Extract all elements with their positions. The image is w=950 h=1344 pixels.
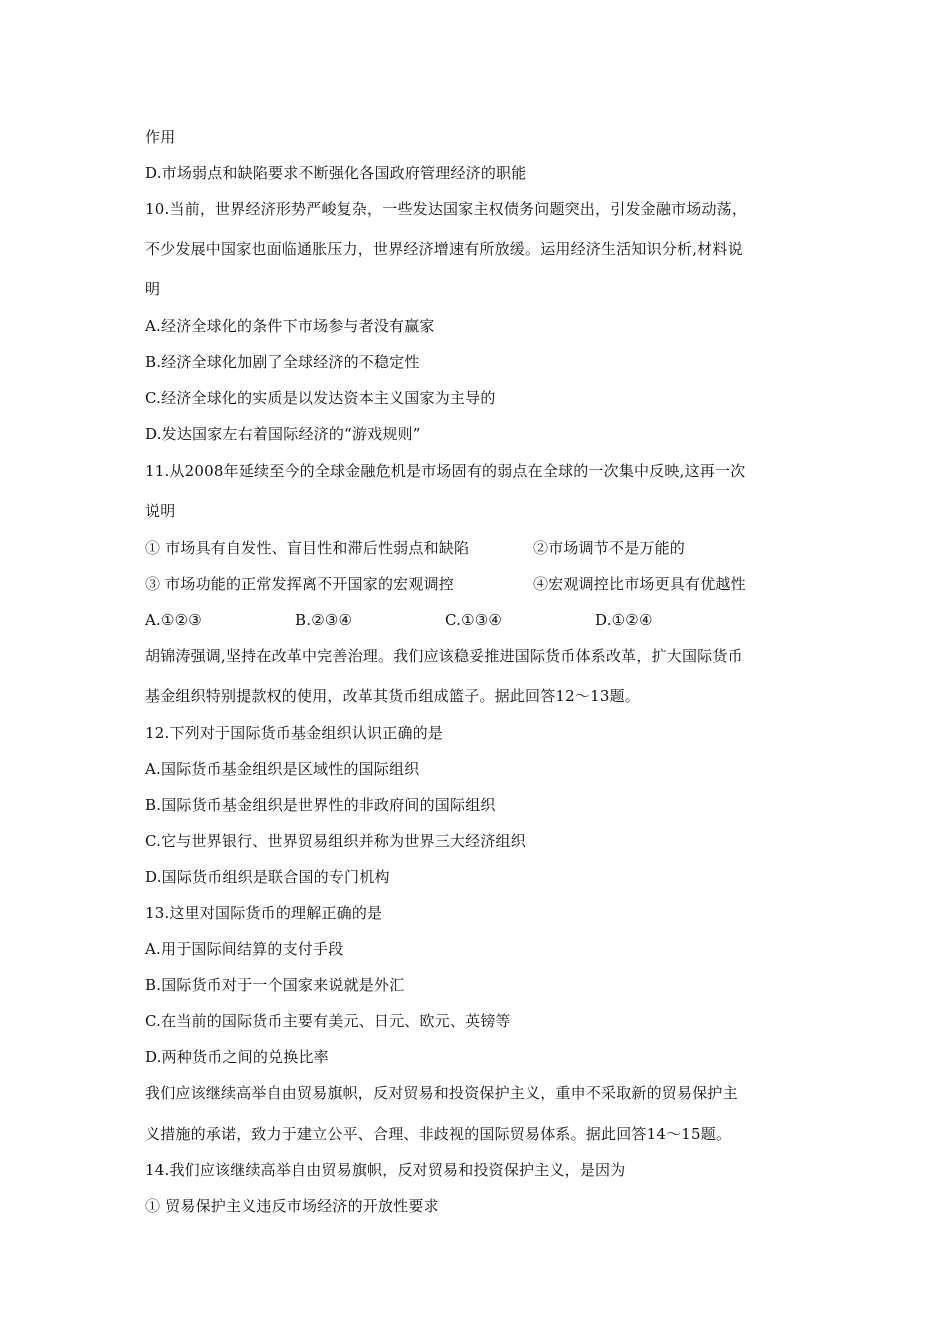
q10-stem-line-2: 不少发展中国家也面临通胀压力，世界经济增速有所放缓。运用经济生活知识分析,材料说	[145, 240, 743, 258]
q9-option-d: D.市场弱点和缺陷要求不断强化各国政府管理经济的职能	[145, 164, 527, 182]
q11-item-4: ④宏观调控比市场更具有优越性	[533, 575, 746, 593]
passage-14-15-line-1: 我们应该继续高举自由贸易旗帜，反对贸易和投资保护主义，重申不采取新的贸易保护主	[145, 1084, 738, 1102]
passage-14-15-line-2: 义措施的承诺，致力于建立公平、合理、非歧视的国际贸易体系。据此回答14～15题。	[145, 1125, 732, 1143]
q12-option-a: A.国际货币基金组织是区域性的国际组织	[145, 760, 420, 778]
q12-option-b: B.国际货币基金组织是世界性的非政府间的国际组织	[145, 796, 496, 814]
q10-option-b: B.经济全球化加剧了全球经济的不稳定性	[145, 353, 420, 371]
q11-item-3: ③ 市场功能的正常发挥离不开国家的宏观调控	[145, 575, 454, 593]
q11-item-1: ① 市场具有自发性、盲目性和滞后性弱点和缺陷	[145, 539, 470, 557]
q10-option-a: A.经济全球化的条件下市场参与者没有赢家	[145, 317, 435, 335]
q11-stem-line-2: 说明	[145, 502, 176, 520]
q12-option-c: C.它与世界银行、世界贸易组织并称为世界三大经济组织	[145, 832, 526, 850]
q10-stem-line-3: 明	[145, 280, 161, 298]
q10-option-c: C.经济全球化的实质是以发达资本主义国家为主导的	[145, 389, 496, 407]
q10-option-d: D.发达国家左右着国际经济的“游戏规则”	[145, 425, 421, 443]
q12-stem: 12.下列对于国际货币基金组织认识正确的是	[145, 724, 444, 742]
q13-option-d: D.两种货币之间的兑换比率	[145, 1048, 329, 1066]
passage-12-13-line-1: 胡锦涛强调,坚持在改革中完善治理。我们应该稳妥推进国际货币体系改革，扩大国际货币	[145, 647, 743, 665]
q11-choice-d: D.①②④	[595, 611, 653, 629]
q11-choice-c: C.①③④	[445, 611, 503, 629]
q11-choice-a: A.①②③	[145, 611, 202, 629]
q13-option-a: A.用于国际间结算的支付手段	[145, 940, 344, 958]
q11-items-row-2	[145, 574, 845, 594]
q11-stem-line-1: 11.从2008年延续至今的全球金融危机是市场固有的弱点在全球的一次集中反映,这再一次	[145, 462, 746, 480]
q11-items-row-1	[145, 538, 845, 558]
q14-item-1: ① 贸易保护主义违反市场经济的开放性要求	[145, 1197, 439, 1215]
q13-option-c: C.在当前的国际货币主要有美元、日元、欧元、英镑等	[145, 1012, 511, 1030]
q13-stem: 13.这里对国际货币的理解正确的是	[145, 904, 383, 922]
q9-option-d-continuation: 作用	[145, 128, 176, 146]
q12-option-d: D.国际货币组织是联合国的专门机构	[145, 868, 390, 886]
q13-option-b: B.国际货币对于一个国家来说就是外汇	[145, 976, 405, 994]
q14-stem: 14.我们应该继续高举自由贸易旗帜，反对贸易和投资保护主义，是因为	[145, 1161, 626, 1179]
passage-12-13-line-2: 基金组织特别提款权的使用，改革其货币组成篮子。据此回答12～13题。	[145, 687, 640, 705]
q11-choice-b: B.②③④	[295, 611, 353, 629]
q10-stem-line-1: 10.当前，世界经济形势严峻复杂，一些发达国家主权债务问题突出，引发金融市场动荡，	[145, 200, 748, 218]
q11-item-2: ②市场调节不是万能的	[533, 539, 686, 557]
q11-choices-row	[145, 610, 845, 630]
